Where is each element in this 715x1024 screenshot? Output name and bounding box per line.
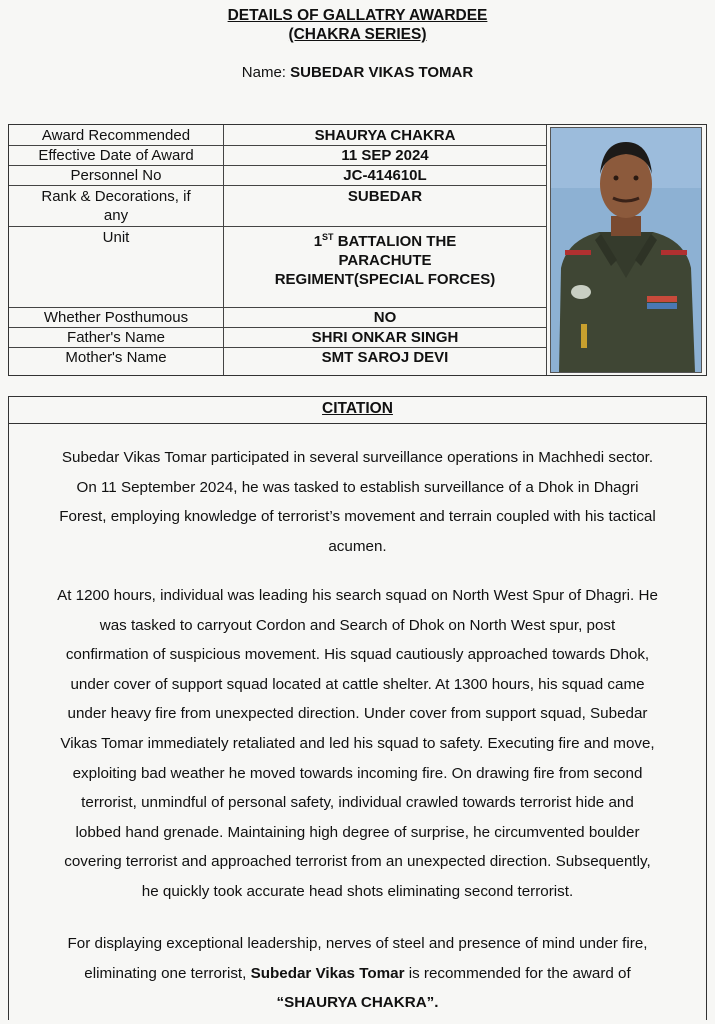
award-label: Award Recommended bbox=[41, 127, 191, 144]
awardee-name bbox=[0, 64, 715, 81]
rank-label-line2: any bbox=[103, 207, 129, 224]
citation-paragraph-3 bbox=[13, 929, 702, 1018]
award-value: SHAURYA CHAKRA bbox=[314, 127, 456, 144]
rank-value: SUBEDAR bbox=[347, 188, 423, 205]
name-value: SUBEDAR VIKAS TOMAR bbox=[290, 64, 474, 81]
text-line: On 11 September 2024, he was tasked to establish surveillance of a Dhok in Dhagri bbox=[76, 478, 639, 496]
date-label: Effective Date of Award bbox=[38, 147, 194, 164]
text-line: was tasked to carryout Cordon and Search of Dhok on North West spur, post bbox=[99, 616, 616, 634]
personnel-value: JC-414610L bbox=[343, 167, 427, 184]
document-subtitle: (CHAKRA SERIES) bbox=[288, 26, 427, 43]
unit-line2: PARACHUTE bbox=[338, 252, 432, 269]
citation-paragraph-1 bbox=[13, 443, 702, 561]
text-line: lobbed hand grenade. Maintaining high degree of surprise, he circumvented boulder bbox=[75, 823, 640, 841]
document-header bbox=[0, 6, 715, 44]
portrait-illustration bbox=[551, 128, 701, 372]
text-line: under cover of support squad located at cattle shelter. At 1300 hours, his squad came bbox=[70, 675, 645, 693]
citation-heading-text: CITATION bbox=[322, 400, 393, 417]
posthumous-label: Whether Posthumous bbox=[43, 309, 189, 326]
row-divider bbox=[9, 185, 546, 186]
unit-ordinal: ST bbox=[322, 232, 334, 242]
father-label: Father's Name bbox=[67, 329, 165, 346]
unit-line3: REGIMENT(SPECIAL FORCES) bbox=[274, 271, 496, 288]
rank-label bbox=[9, 187, 223, 225]
text-line: exploiting bad weather he moved towards incoming fire. On drawing fire from second bbox=[72, 764, 643, 782]
posthumous-value: NO bbox=[373, 309, 397, 326]
unit-label: Unit bbox=[102, 229, 130, 246]
rank-label-line1: Rank & Decorations, if bbox=[41, 188, 191, 205]
date-value: 11 SEP 2024 bbox=[341, 147, 429, 164]
mother-label: Mother's Name bbox=[65, 349, 167, 366]
text-line: Vikas Tomar immediately retaliated and led his squad to safety. Executing fire and move, bbox=[60, 734, 655, 752]
text-line: under heavy fire from unexpected direction. Under cover from support squad, Subedar bbox=[67, 705, 648, 723]
father-value: SHRI ONKAR SINGH bbox=[311, 329, 459, 346]
award-name-inline: “SHAURYA CHAKRA”. bbox=[276, 994, 439, 1012]
text-line: terrorist, unmindful of personal safety, individual crawled towards terrorist hide and bbox=[81, 794, 634, 812]
column-divider bbox=[223, 125, 224, 375]
text-segment: is recommended for the award of bbox=[404, 964, 631, 982]
unit-line1: BATTALION THE bbox=[333, 233, 457, 250]
unit-value bbox=[225, 228, 545, 289]
mother-value: SMT SAROJ DEVI bbox=[321, 349, 449, 366]
text-line: For displaying exceptional leadership, nerves of steel and presence of mind under fire, bbox=[67, 935, 648, 952]
text-line: he quickly took accurate head shots eliminating second terrorist. bbox=[141, 882, 574, 900]
details-table bbox=[8, 124, 707, 376]
citation-section bbox=[8, 396, 707, 1020]
personnel-label: Personnel No bbox=[70, 167, 162, 184]
document-title: DETAILS OF GALLATRY AWARDEE bbox=[227, 7, 488, 24]
text-line: confirmation of suspicious movement. His squad cautiously approached towards Dhok, bbox=[65, 646, 650, 664]
unit-number: 1 bbox=[313, 233, 323, 250]
awardee-name-inline: Subedar Vikas Tomar bbox=[250, 964, 405, 982]
column-divider bbox=[546, 125, 547, 375]
text-line bbox=[13, 959, 702, 989]
awardee-photo bbox=[550, 127, 702, 373]
text-segment: eliminating one terrorist, bbox=[84, 964, 251, 982]
text-line: Forest, employing knowledge of terrorist’s movement and terrain coupled with his tactical bbox=[59, 508, 656, 526]
text-line: Subedar Vikas Tomar participated in several surveillance operations in Machhedi sector. bbox=[61, 449, 654, 466]
row-divider bbox=[9, 226, 546, 227]
text-line: covering terrorist and approached terrorist from an unexpected direction. Subsequently, bbox=[64, 853, 651, 871]
text-line: At 1200 hours, individual was leading his search squad on North West Spur of Dhagri. He bbox=[57, 587, 658, 604]
name-label: Name: bbox=[241, 64, 286, 81]
citation-heading bbox=[9, 397, 706, 424]
text-line: acumen. bbox=[328, 537, 387, 555]
citation-paragraph-2 bbox=[13, 581, 702, 907]
